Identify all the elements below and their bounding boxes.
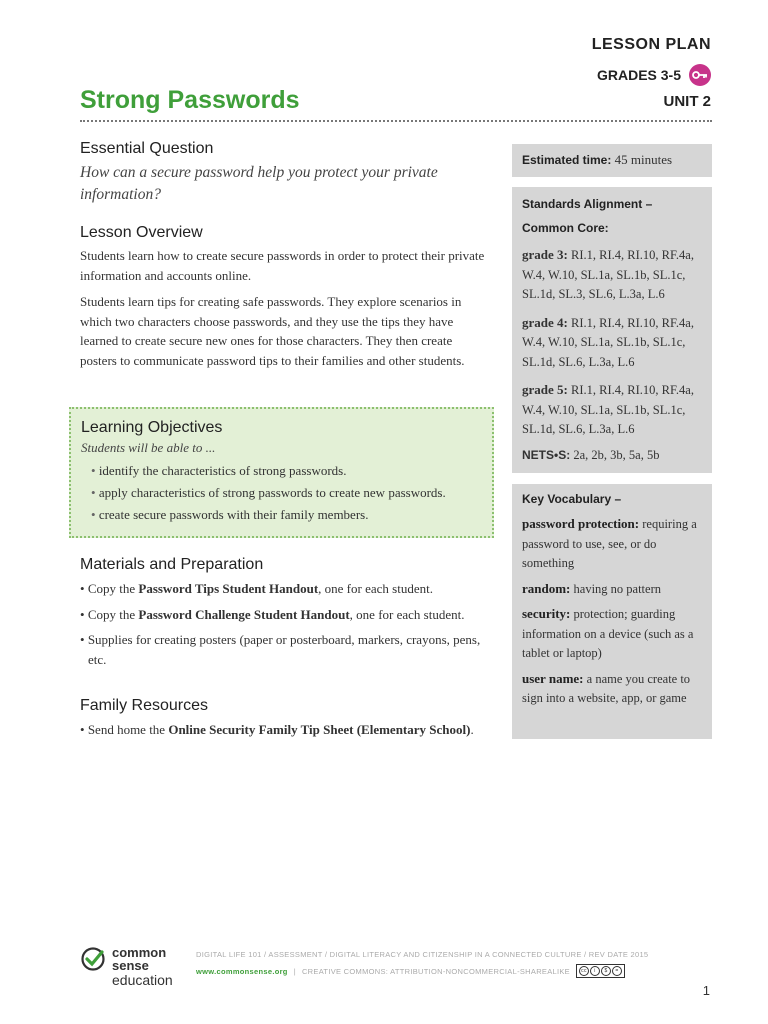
tip-sheet-title: Online Security Family Tip Sheet (Elementary School) [168,722,471,737]
materials-section [80,556,490,675]
grade-standards: grade 5: RI.1, RI.4, RI.10, RF.4a, W.4, W.10, SL.1a, SL.1b, SL.1c, SL.1d, SL.6, L.3a, L.6 [522,382,694,436]
page-title: Strong Passwords [80,86,300,114]
lesson-overview-heading: Lesson Overview [80,224,203,241]
vocabulary-item: password protection: requiring a password to use, see, or do something [522,516,697,570]
license-text: CREATIVE COMMONS: ATTRIBUTION-NONCOMMERCIAL-SHAREALIKE [301,966,570,976]
standards-box [512,187,712,473]
dotted-divider [80,120,712,122]
vocabulary-item: user name: a name you create to sign into a website, app, or game [522,670,691,705]
vocabulary-item: random: having no pattern [522,580,661,596]
standards-heading: Standards Alignment – [522,197,653,211]
lesson-overview-paragraph: Students learn how to create secure passwords in order to protect their private information and accounts online. [80,248,485,283]
footer-separator: | [293,966,296,976]
list-item: • Supplies for creating posters (paper or posterboard, markers, crayons, pens, etc. [80,632,481,667]
list-item: • Copy the Password Challenge Student Handout, one for each student. [80,606,465,622]
grade-standards: grade 4: RI.1, RI.4, RI.10, RF.4a, W.4, W.10, SL.1a, SL.1b, SL.1c, SL.1d, SL.6, L.3a, L.6 [522,314,694,369]
unit-label: UNIT 2 [663,93,711,110]
list-item: • Copy the Password Tips Student Handout, one for each student. [80,581,433,596]
list-item: • Send home the Online Security Family Tip Sheet (Elementary School). [80,722,474,737]
essential-question-heading: Essential Question [80,140,214,157]
left-column [80,140,490,370]
essential-question-text: How can a secure password help you protect your private information? [80,164,438,203]
list-item: • identify the characteristics of strong passwords. [91,463,347,478]
grades-row [597,64,711,86]
lesson-overview-paragraph: Students learn tips for creating safe passwords. They explore scenarios in which two characters choose passwords, and they use the tips they have learned to create secure new ones for those characters. They then create posters to communicate password tips to their families and other students. [80,294,465,368]
website-link[interactable]: www.commonsense.org [196,966,288,976]
materials-list [80,579,490,669]
materials-heading: Materials and Preparation [80,556,264,573]
vocabulary-heading: Key Vocabulary – [522,492,622,506]
logo-word: common [112,945,167,960]
creative-commons-icon: cc i $ = [576,964,625,978]
family-resources-heading: Family Resources [80,697,209,714]
key-icon [689,64,711,86]
estimated-time-box [512,144,712,177]
vocabulary-item: security: protection; guarding information on a device (such as a tablet or laptop) [522,606,694,660]
common-core-label: Common Core: [522,221,609,235]
estimated-time-value: 45 minutes [614,152,673,167]
list-item: • create secure passwords with their family members. [91,507,369,522]
logo-word: education [112,972,173,988]
list-item: • apply characteristics of strong passwords to create new passwords. [91,485,446,500]
checkmark-icon [80,946,106,977]
learning-objectives-box [69,407,494,538]
family-resources-section [80,697,490,746]
objectives-list [81,460,482,526]
vocabulary-box [512,484,712,739]
grades-label: GRADES 3-5 [596,67,681,83]
learning-objectives-lead: Students will be able to ... [81,440,216,455]
page-number: 1 [702,983,710,998]
common-sense-logo [80,946,173,988]
estimated-time-label: Estimated time: [522,153,612,167]
footer-license-row [196,964,625,978]
grade-standards: grade 3: RI.1, RI.4, RI.10, RF.4a, W.4, W.10, SL.1a, SL.1b, SL.1c, SL.1d, SL.3, SL.6, L.3a, L.6 [522,247,694,301]
nets-standards: NETS•S: 2a, 2b, 3b, 5a, 5b [522,447,660,462]
learning-objectives-heading: Learning Objectives [81,419,223,436]
footer-info: DIGITAL LIFE 101 / ASSESSMENT / DIGITAL LITERACY AND CITIZENSHIP IN A CONNECTED CULTURE / REV DATE 2015 [196,950,649,959]
lesson-plan-label: LESSON PLAN [591,36,711,53]
logo-word: sense [112,958,149,973]
